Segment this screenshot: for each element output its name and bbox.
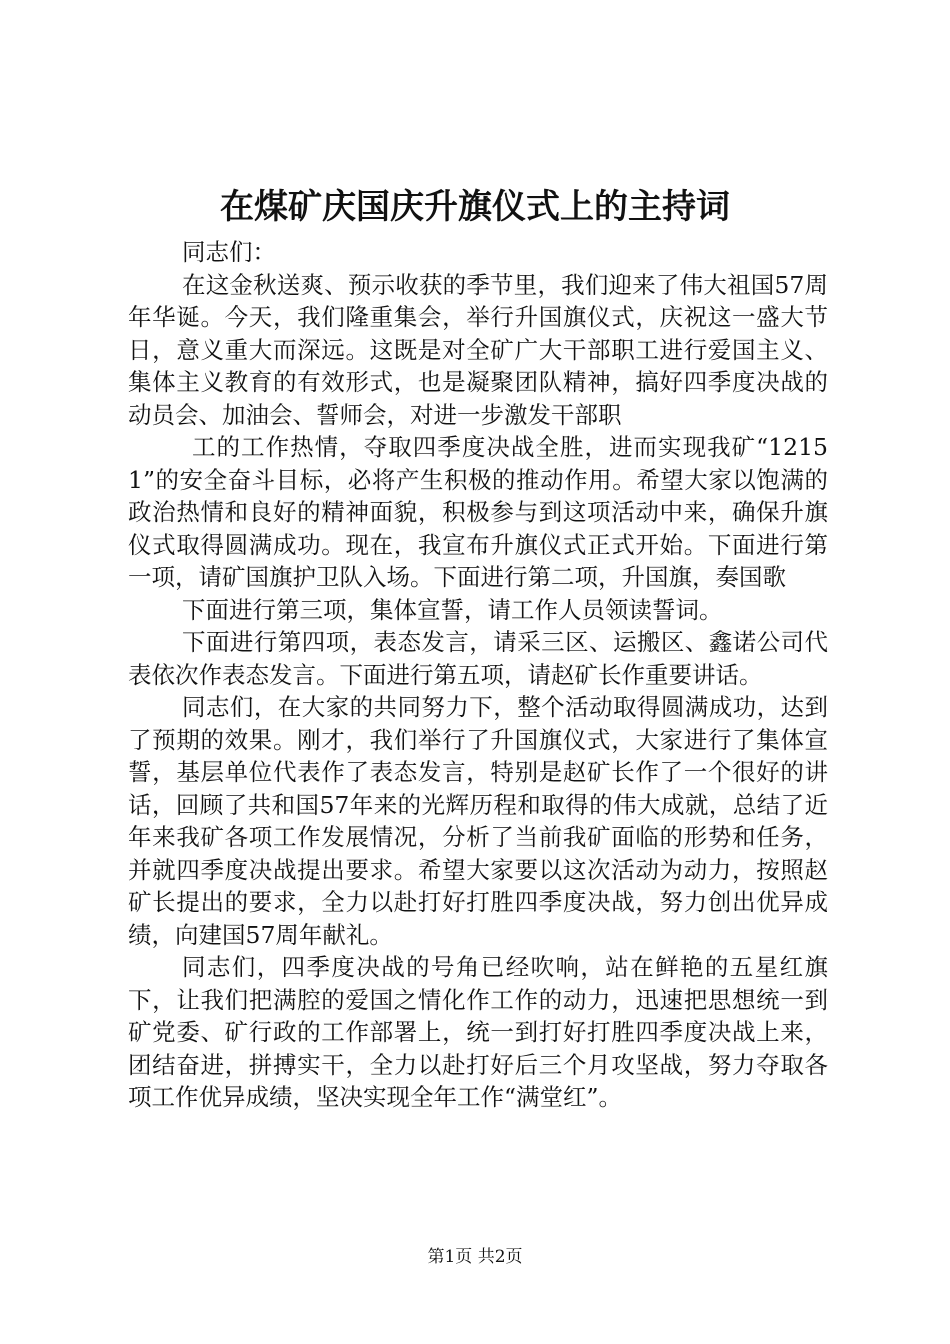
salutation: 同志们： — [182, 238, 276, 266]
paragraph-closing: 同志们，四季度决战的号角已经吹响，站在鲜艳的五星红旗下，让我们把满腔的爱国之情化作工作的动力，迅速把思想统一到矿党委、矿行政的工作部署上，统一到打好打胜四季度决战上来，团结奋进，拼搏实干，全力以赴打好后三个月攻坚战，努力夺取各项工作优异成绩，坚决实现全年工作“满堂红”。 — [128, 953, 828, 1111]
paragraph-summary: 同志们，在大家的共同努力下，整个活动取得圆满成功，达到了预期的效果。刚才，我们举行了升国旗仪式，大家进行了集体宣誓，基层单位代表作了表态发言，特别是赵矿长作了一个很好的讲话，回顾了共和国57年来的光辉历程和取得的伟大成就，总结了近年来我矿各项工作发展情况，分析了当前我矿面临的形势和任务，并就四季度决战提出要求。希望大家要以这次活动为动力，按照赵矿长提出的要求，全力以赴打好打胜四季度决战，努力创出优异成绩，向建国57周年献礼。 — [128, 693, 828, 949]
paragraph-continuation: 工的工作热情，夺取四季度决战全胜，进而实现我矿“12151”的安全奋斗目标，必将产生积极的推动作用。希望大家以饱满的政治热情和良好的精神面貌，积极参与到这项活动中来，确保升旗仪式取得圆满成功。现在，我宣布升旗仪式正式开始。下面进行第一项，请矿国旗护卫队入场。下面进行第二项，升国旗，奏国歌 — [128, 433, 828, 591]
document-title: 在煤矿庆国庆升旗仪式上的主持词 — [220, 187, 730, 227]
document-body — [128, 236, 828, 1114]
page-number-footer: 第1页 共2页 — [427, 1247, 523, 1267]
paragraph-opening: 在这金秋送爽、预示收获的季节里，我们迎来了伟大祖国57周年华诞。今天，我们隆重集会，举行升国旗仪式，庆祝这一盛大节日，意义重大而深远。这既是对全矿广大干部职工进行爱国主义、集体主义教育的有效形式，也是凝聚团队精神，搞好四季度决战的动员会、加油会、誓师会，对进一步激发干部职 — [128, 270, 828, 429]
paragraph-item-four-five: 下面进行第四项，表态发言，请采三区、运搬区、鑫诺公司代表依次作表态发言。下面进行第五项，请赵矿长作重要讲话。 — [128, 628, 828, 689]
paragraph-item-three: 下面进行第三项，集体宣誓，请工作人员领读誓词。 — [182, 595, 723, 624]
